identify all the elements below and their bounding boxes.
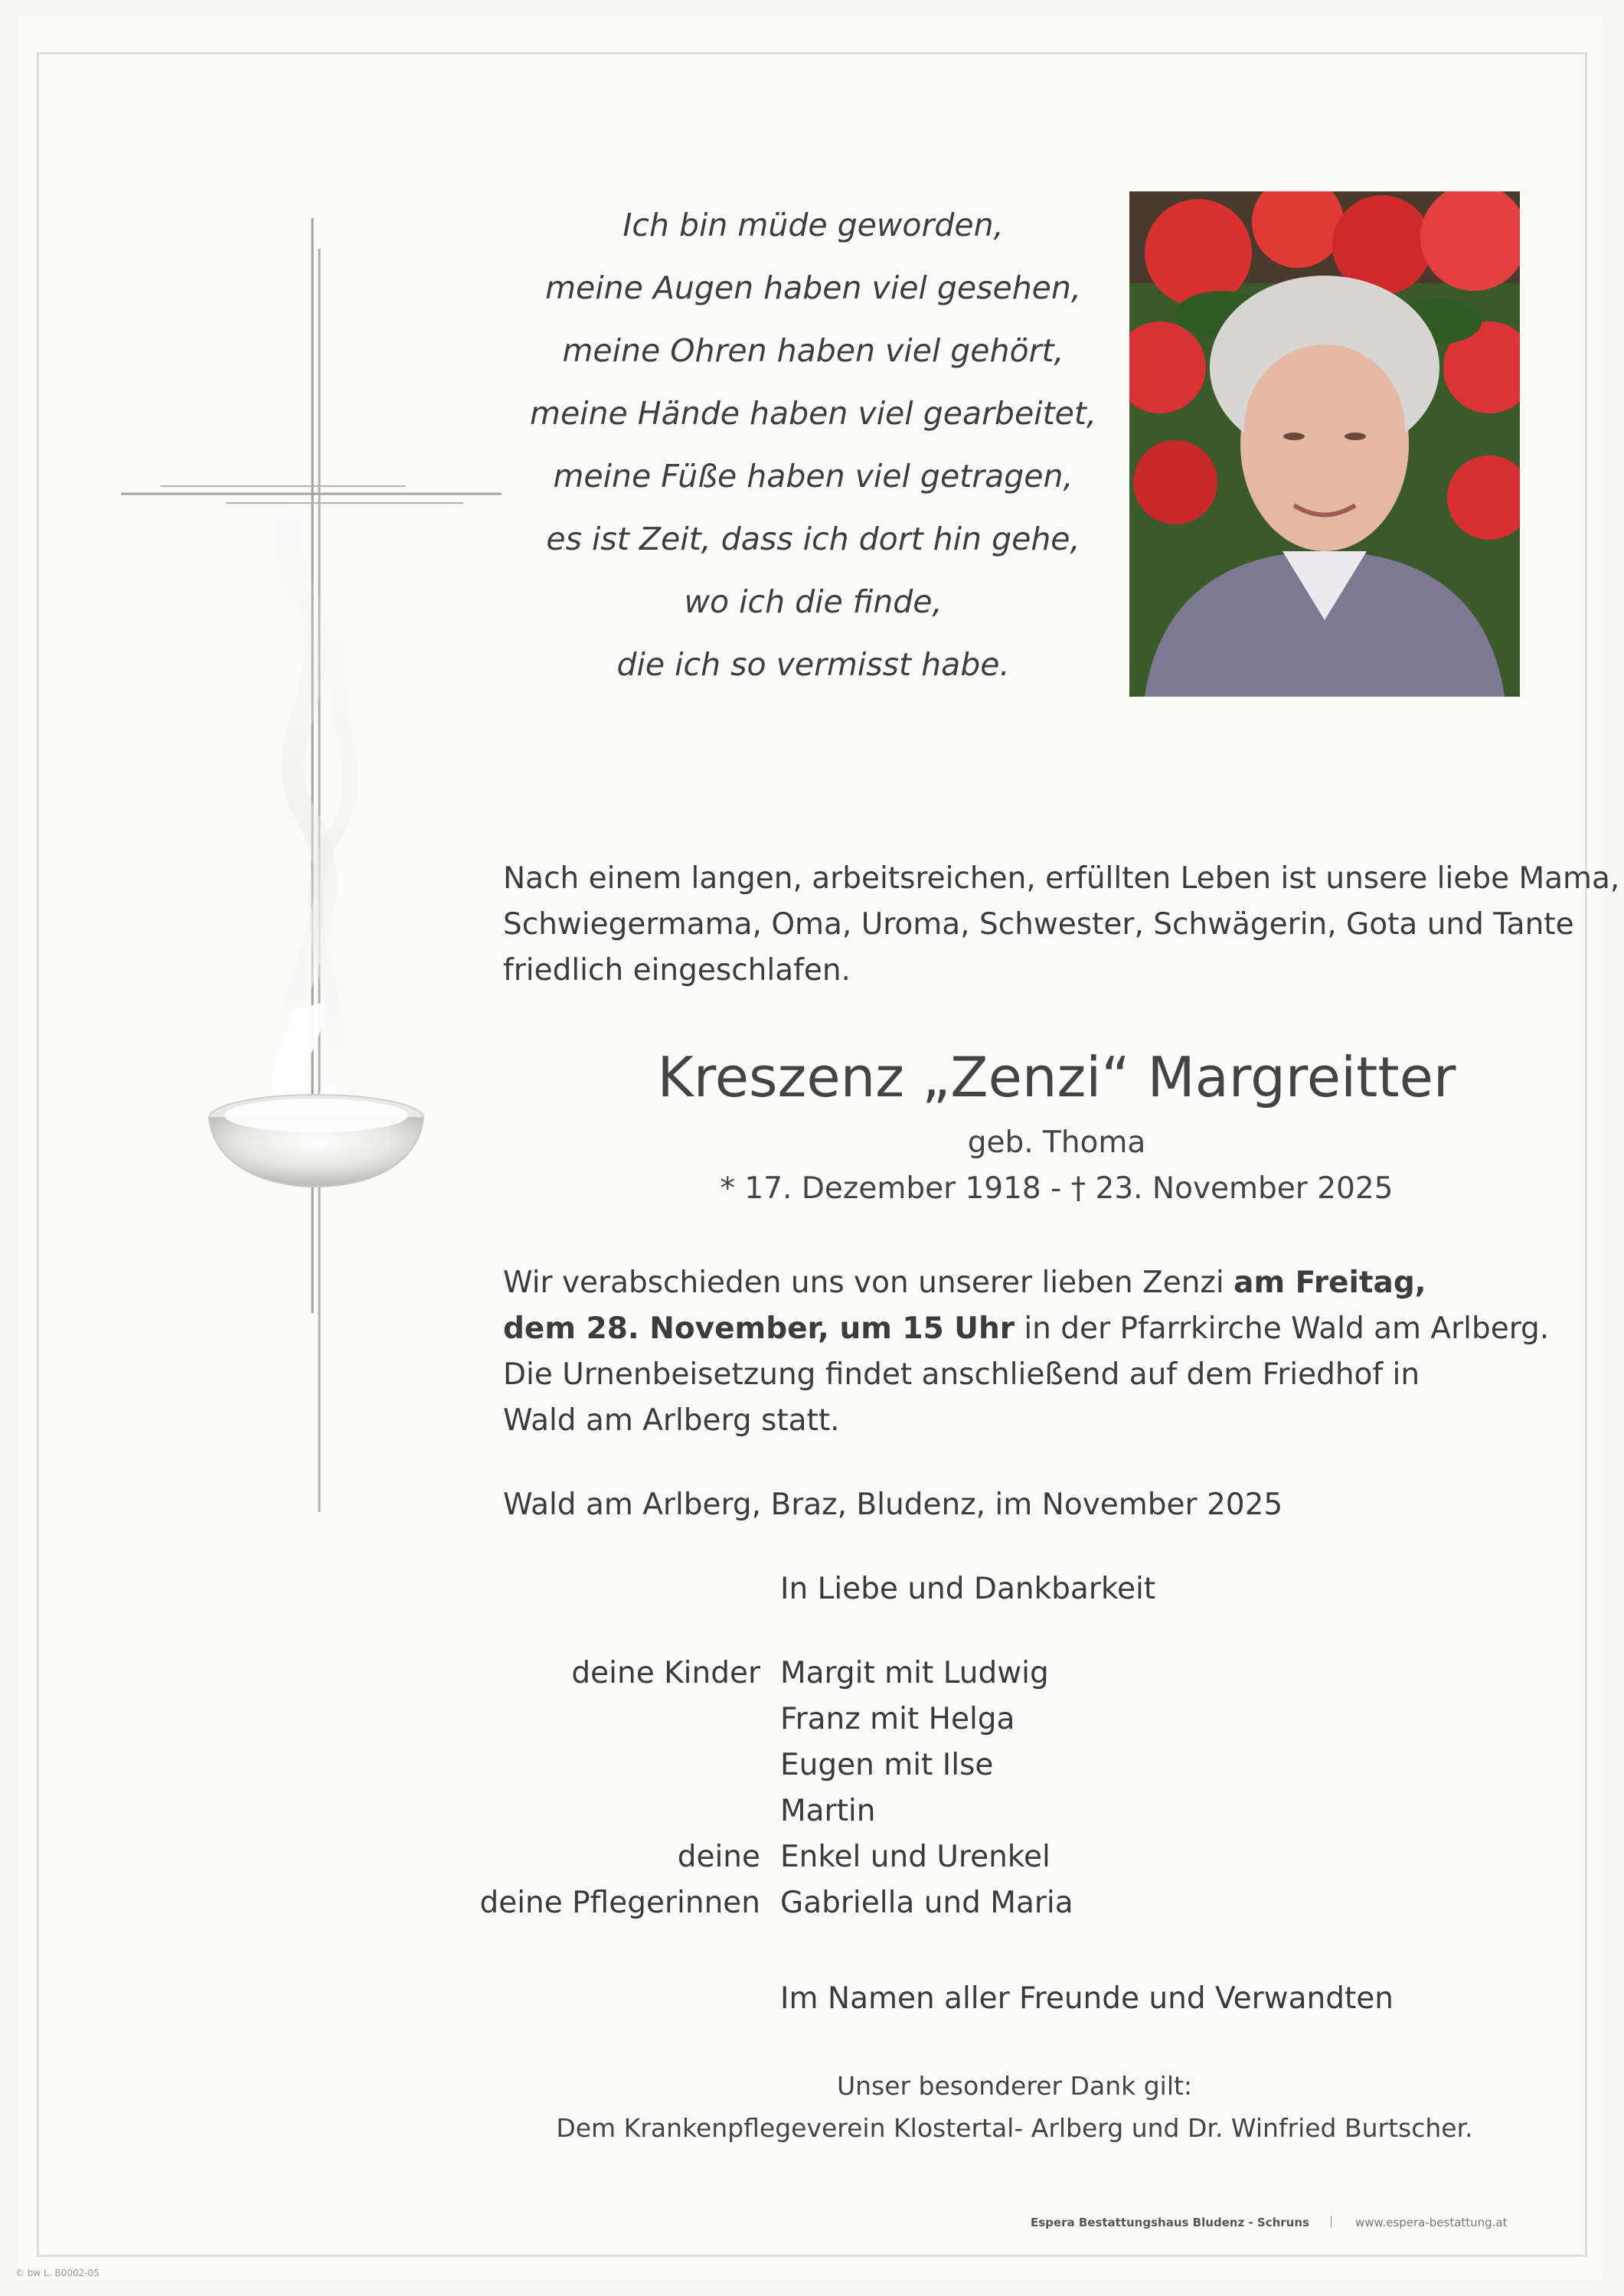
poem-line: meine Ohren haben viel gehört, bbox=[562, 332, 1064, 369]
service-date-time: dem 28. November, um 15 Uhr bbox=[503, 1311, 1015, 1346]
deceased-name: Kreszenz „Zenzi“ Margreitter bbox=[657, 1045, 1456, 1109]
poem-line: meine Füße haben viel getragen, bbox=[553, 458, 1073, 495]
closing-line: In Liebe und Dankbarkeit bbox=[780, 1572, 1156, 1606]
mourner-names: Eugen mit Ilse bbox=[780, 1748, 994, 1782]
service-line-1 bbox=[503, 1266, 1426, 1300]
service-line-3: Die Urnenbeisetzung findet anschließend auf dem Friedhof in bbox=[503, 1357, 1420, 1392]
service-line-2 bbox=[503, 1311, 1549, 1346]
poem-line: es ist Zeit, dass ich dort hin gehe, bbox=[546, 521, 1080, 557]
thanks-heading: Unser besonderer Dank gilt: bbox=[836, 2071, 1193, 2101]
footer-separator: | bbox=[1329, 2214, 1334, 2228]
mourner-role: deine bbox=[677, 1840, 760, 1874]
mourner-names: Martin bbox=[780, 1794, 876, 1828]
intro-line: Schwiegermama, Oma, Uroma, Schwester, Schwägerin, Gota und Tante bbox=[503, 907, 1574, 942]
birth-name: geb. Thoma bbox=[967, 1125, 1146, 1160]
service-location: in der Pfarrkirche Wald am Arlberg. bbox=[1014, 1311, 1550, 1346]
cross-with-bowl-icon bbox=[115, 218, 513, 1520]
footer-company: Espera Bestattungshaus Bludenz - Schruns bbox=[1031, 2216, 1309, 2229]
poem-line: Ich bin müde geworden, bbox=[622, 207, 1004, 243]
mourner-role: deine Pflegerinnen bbox=[479, 1886, 760, 1920]
place-date: Wald am Arlberg, Braz, Bludenz, im November 2025 bbox=[503, 1488, 1283, 1522]
service-line-4: Wald am Arlberg statt. bbox=[503, 1403, 840, 1438]
mourner-names: Enkel und Urenkel bbox=[780, 1840, 1051, 1874]
intro-line: friedlich eingeschlafen. bbox=[503, 953, 851, 988]
mourner-role: deine Kinder bbox=[571, 1656, 760, 1690]
poem-line: meine Hände haben viel gearbeitet, bbox=[530, 395, 1096, 432]
thanks-text: Dem Krankenpflegeverein Klostertal- Arlberg und Dr. Winfried Burtscher. bbox=[556, 2113, 1473, 2143]
poem-line: wo ich die finde, bbox=[684, 583, 943, 620]
mourner-names: Margit mit Ludwig bbox=[780, 1656, 1049, 1690]
service-text: Wir verabschieden uns von unserer lieben Zenzi bbox=[503, 1266, 1234, 1300]
mourner-names: Franz mit Helga bbox=[780, 1702, 1015, 1736]
footer-code: © bw L. B0002-05 bbox=[15, 2268, 100, 2278]
poem-line: meine Augen haben viel gesehen, bbox=[545, 269, 1081, 306]
mourner-names: Gabriella und Maria bbox=[780, 1886, 1073, 1920]
life-dates: * 17. Dezember 1918 - † 23. November 2025 bbox=[720, 1171, 1394, 1206]
footer-website: www.espera-bestattung.at bbox=[1355, 2216, 1508, 2229]
service-day: am Freitag, bbox=[1234, 1266, 1426, 1300]
portrait-photo bbox=[1129, 191, 1520, 697]
poem-line: die ich so vermisst habe. bbox=[616, 646, 1010, 683]
intro-line: Nach einem langen, arbeitsreichen, erfüllten Leben ist unsere liebe Mama, bbox=[503, 861, 1620, 896]
friends-line: Im Namen aller Freunde und Verwandten bbox=[780, 1981, 1394, 2016]
